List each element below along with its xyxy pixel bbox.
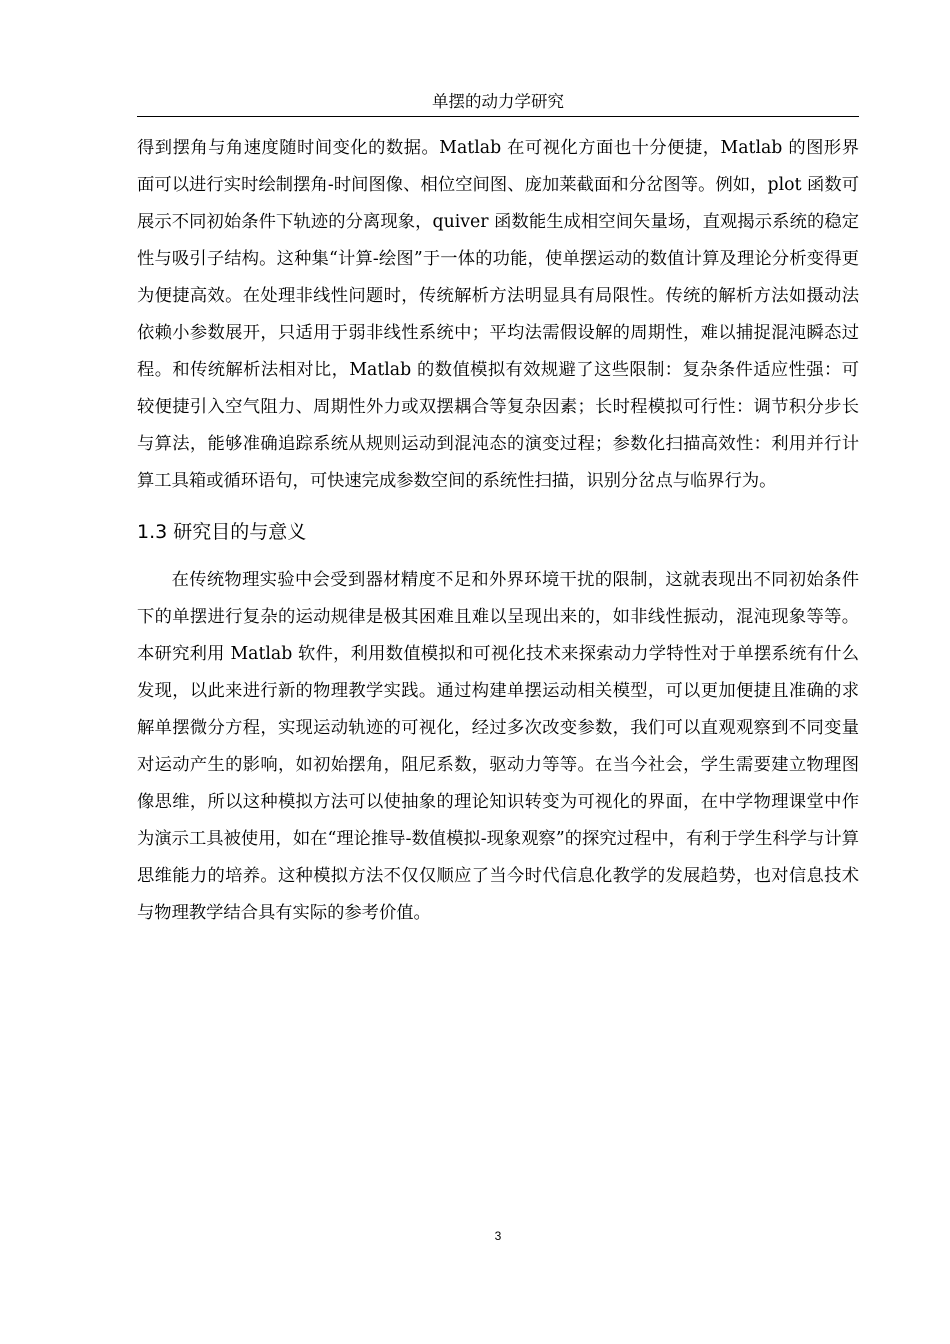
page-header [137,90,859,117]
page-number: 3 [494,1229,502,1243]
running-title: 单摆的动力学研究 [432,92,564,111]
page-body [137,130,859,932]
section-heading: 1.3 研究目的与意义 [137,521,307,543]
body-paragraph-research-purpose: 在传统物理实验中会受到器材精度不足和外界环境干扰的限制，这就表现出不同初始条件下的单摆进行复杂的运动规律是极其困难且难以呈现出来的，如非线性振动，混沌现象等等。本研究利用 Matlab 软件，利用数值模拟和可视化技术来探索动力学特性对于单摆系统有什么发现，以此来进行新的物理教学实践。通过构建单摆运动相关模型，可以更加便捷且准确的求解单摆微分方程，实现运动轨迹的可视化，经过多次改变参数，我们可以直观观察到不同变量对运动产生的影响，如初始摆角，阻尼系数，驱动力等等。在当今社会，学生需要建立物理图像思维，所以这种模拟方法可以使抽象的理论知识转变为可视化的界面，在中学物理课堂中作为演示工具被使用，如在“理论推导-数值模拟-现象观察”的探究过程中，有利于学生科学与计算思维能力的培养。这种模拟方法不仅仅顺应了当今时代信息化教学的发展趋势，也对信息技术与物理教学结合具有实际的参考价值。 [137,570,859,923]
body-paragraph-continued: 得到摆角与角速度随时间变化的数据。Matlab 在可视化方面也十分便捷，Matlab 的图形界面可以进行实时绘制摆角-时间图像、相位空间图、庞加莱截面和分岔图等。例如，plot 函数可展示不同初始条件下轨迹的分离现象，quiver 函数能生成相空间矢量场，直观揭示系统的稳定性与吸引子结构。这种集“计算-绘图”于一体的功能，使单摆运动的数值计算及理论分析变得更为便捷高效。在处理非线性问题时，传统解析方法明显具有局限性。传统的解析方法如摄动法依赖小参数展开，只适用于弱非线性系统中；平均法需假设解的周期性，难以捕捉混沌瞬态过程。和传统解析法相对比，Matlab 的数值模拟有效规避了这些限制：复杂条件适应性强：可较便捷引入空气阻力、周期性外力或双摆耦合等复杂因素；长时程模拟可行性：调节积分步长与算法，能够准确追踪系统从规则运动到混沌态的演变过程；参数化扫描高效性：利用并行计算工具箱或循环语句，可快速完成参数空间的系统性扫描，识别分岔点与临界行为。 [137,138,859,491]
